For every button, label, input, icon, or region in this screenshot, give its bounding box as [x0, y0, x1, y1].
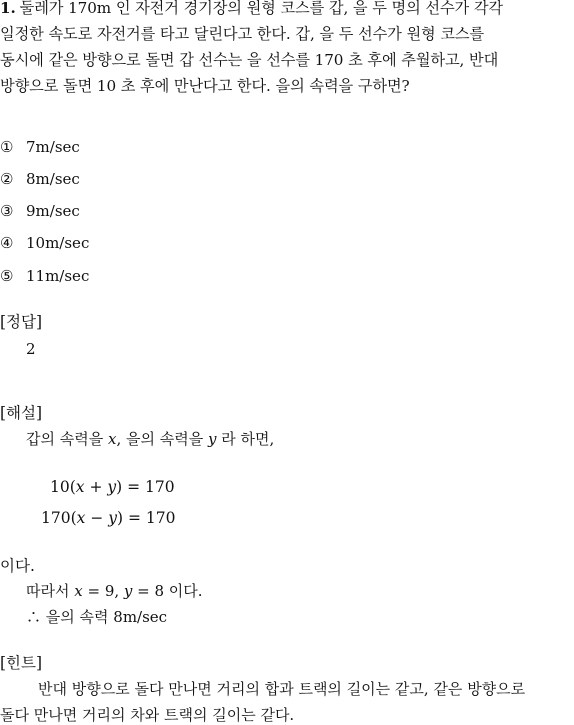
question-text-1: 둘레가 170m 인 자전거 경기장의 원형 코스를 갑, 을 두 명의 선수가 각각	[19, 0, 503, 17]
question-line-3: 동시에 같은 방향으로 돌면 갑 선수는 을 선수를 170 초 후에 추월하고, 반대	[0, 51, 499, 69]
eq2-rhs: = 170	[128, 509, 176, 527]
conclusion-text-a: 따라서	[26, 582, 75, 600]
intro-text-a: 갑의 속력을	[26, 430, 108, 448]
hint-label: [힌트]	[0, 654, 43, 672]
choice-2[interactable]	[0, 172, 80, 187]
explanation-result	[26, 610, 167, 625]
conclusion-text-b: = 9,	[82, 582, 124, 600]
choice-3[interactable]	[0, 204, 80, 219]
choice-2-text: 8m/sec	[26, 170, 80, 188]
explanation-ida: 이다.	[0, 557, 35, 575]
conclusion-var-x: x	[74, 582, 83, 600]
conclusion-text-c: = 8 이다.	[132, 582, 203, 600]
explanation-intro	[26, 432, 274, 447]
therefore-symbol: ∴	[26, 608, 42, 626]
answer-value: 2	[26, 340, 36, 358]
choice-3-text: 9m/sec	[26, 202, 80, 220]
question-line-2: 일정한 속도로 자전거를 타고 달린다고 한다. 갑, 을 두 선수가 원형 코스를	[0, 25, 485, 43]
conclusion-var-y: y	[123, 582, 133, 600]
equation-2: 170(x − y) = 170	[41, 509, 176, 527]
hint-line-1: 반대 방향으로 돌다 만나면 거리의 합과 트랙의 길이는 같고, 같은 방향으로	[38, 680, 526, 698]
explanation-conclusion	[26, 584, 203, 599]
eq1-rhs: = 170	[127, 478, 175, 496]
answer-label: [정답]	[0, 313, 43, 331]
choice-4-text: 10m/sec	[26, 234, 90, 252]
choice-5-text: 11m/sec	[26, 267, 90, 285]
explanation-label: [해설]	[0, 404, 43, 422]
choice-1[interactable]	[0, 140, 80, 155]
question-line-1	[0, 1, 574, 16]
var-x: x	[108, 430, 117, 448]
intro-text-b: , 을의 속력을	[116, 430, 208, 448]
var-y: y	[208, 430, 217, 448]
intro-text-c: 라 하면,	[216, 430, 275, 448]
choice-5[interactable]	[0, 269, 89, 284]
hint-line-2: 돌다 만나면 거리의 차와 트랙의 길이는 같다.	[0, 706, 295, 724]
choice-1-mark: ①	[0, 138, 14, 156]
result-text: 을의 속력 8m/sec	[41, 608, 168, 626]
eq1-coef: 10	[50, 478, 70, 496]
choice-5-mark: ⑤	[0, 267, 14, 285]
question-number: 1.	[0, 0, 16, 17]
equation-1: 10(x + y) = 170	[50, 478, 175, 496]
question-line-4: 방향으로 돌면 10 초 후에 만난다고 한다. 을의 속력을 구하면?	[0, 77, 410, 95]
choice-4-mark: ④	[0, 234, 14, 252]
choice-1-text: 7m/sec	[26, 138, 80, 156]
choice-4[interactable]	[0, 236, 89, 251]
eq2-coef: 170	[41, 509, 71, 527]
choice-2-mark: ②	[0, 170, 14, 188]
choice-3-mark: ③	[0, 202, 14, 220]
